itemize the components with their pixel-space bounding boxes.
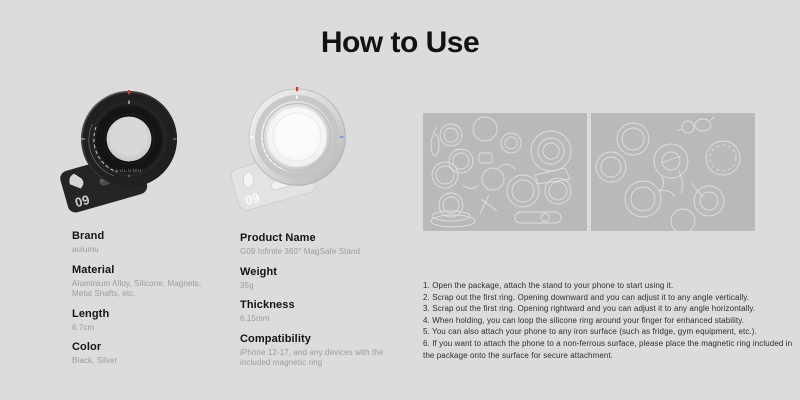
spec-label: Thickness: [240, 299, 295, 311]
spec-label: Length: [72, 307, 110, 320]
instruction-line: 1. Open the package, attach the stand to your phone to start using it.: [423, 281, 674, 290]
tab-oval-cutout: [243, 172, 254, 188]
silver-tab-label: 09: [243, 189, 262, 209]
spec-value: Black, Silver: [72, 356, 118, 365]
silver-stand-image: [228, 80, 388, 220]
ring-brand-text: AULUMU: [115, 168, 143, 173]
spec-value: 35g: [240, 280, 254, 290]
spec-label: Brand: [72, 230, 105, 242]
spec-value: G09 Infinite 360° MagSafe Stand: [240, 247, 361, 256]
sketch-drawing-1: [423, 113, 587, 231]
spec-column-right: [240, 231, 394, 376]
spec-group: [240, 332, 394, 369]
spec-label: Weight: [240, 265, 278, 278]
instruction-line: 2. Scrap out the first ring. Opening downward and you can adjust it to any angle vertically.: [423, 292, 750, 302]
spec-value: Aluminium Alloy, Silicone, Magnets, Metal Shafts, etc.: [72, 278, 202, 298]
instruction-line: 3. Scrap out the first ring. Opening rightward and you can adjust it to any angle horizontally.: [423, 304, 756, 314]
spec-group: [72, 307, 214, 334]
spec-label: Material: [72, 263, 115, 276]
page-title: How to Use: [320, 26, 480, 59]
spec-value: 6.7cm: [72, 322, 95, 332]
black-stand-image: [55, 82, 215, 222]
spec-label: Color: [72, 341, 102, 353]
spec-group: [240, 231, 394, 258]
instruction-list: [423, 280, 795, 361]
ring-center-hole: [107, 117, 152, 162]
black-tab-label: 09: [73, 191, 92, 211]
red-index-mark: [128, 90, 130, 94]
spec-value: iPhone 12-17, and any devices with the included magnetic ring: [240, 347, 384, 367]
spec-group: [240, 298, 394, 325]
instruction-line: 4. When holding, you can loop the silicone ring around your finger for enhanced stability.: [423, 315, 745, 325]
usage-sketch-panel-1: [423, 113, 587, 231]
usage-sketch-panel-2: [591, 113, 755, 231]
spec-group: [72, 340, 214, 367]
spec-value: aulumu: [72, 245, 99, 254]
red-index-mark: [296, 87, 298, 91]
spec-column-left: [72, 229, 214, 374]
instruction-line: 6. If you want to attach the phone to a non-ferrous surface, please place the magnetic ring included in the package onto the surface for secure attachment.: [423, 338, 793, 360]
spec-label: Product Name: [240, 232, 316, 244]
spec-group: [72, 229, 214, 256]
spec-group: [240, 265, 394, 292]
blue-index-mark: [340, 136, 343, 138]
spec-value: 6.15mm: [240, 314, 270, 323]
spec-group: [72, 263, 214, 300]
sketch-drawing-2: [591, 113, 755, 231]
instruction-line: 5. You can also attach your phone to any iron surface (such as fridge, gym equipment, etc.).: [423, 327, 757, 337]
ring-center-disc: [267, 107, 327, 167]
spec-label: Compatibility: [240, 332, 311, 345]
